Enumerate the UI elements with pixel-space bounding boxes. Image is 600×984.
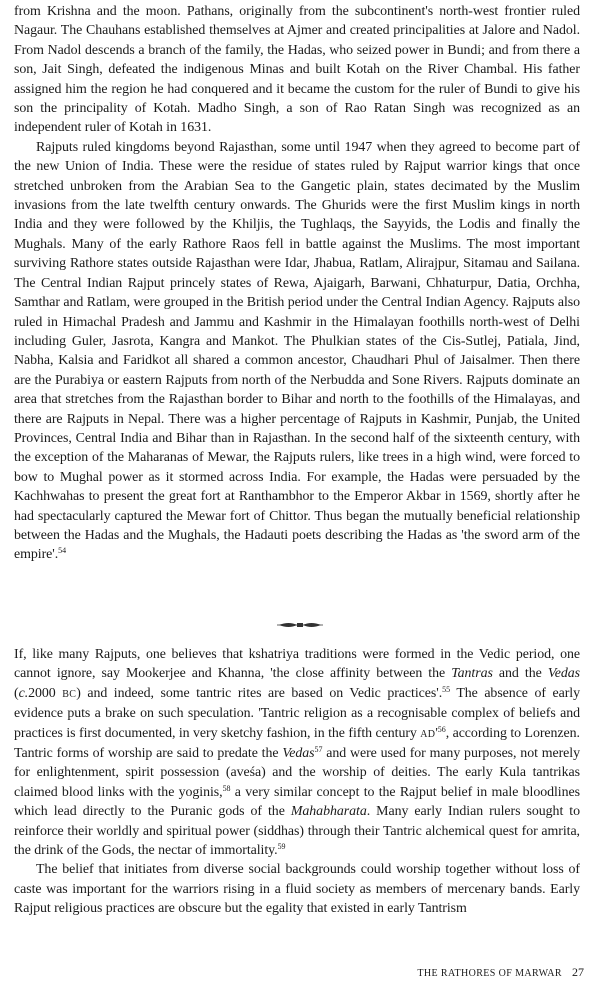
text-run: a very similar concept to the Rajput belief in male bloodlines which lead directly to the Puranic gods of the xyxy=(14,784,580,820)
section-divider-ornament xyxy=(0,619,600,631)
italic-term: Vedas xyxy=(547,666,580,682)
paragraph xyxy=(14,645,580,860)
text-run: ( xyxy=(14,685,19,701)
top-text-section xyxy=(14,2,580,565)
text-run: 2000 xyxy=(28,685,63,701)
text-run: and the xyxy=(492,666,548,682)
bottom-text-section xyxy=(14,645,580,919)
footnote-ref: 59 xyxy=(277,842,286,852)
text-run: and were used for many purposes, not merely for enlightenment, spirit possession (aveśa) and the worship of deities. The early Kula tantrikas claimed blood links with the yoginis, xyxy=(14,746,580,800)
running-head: THE RATHORES OF MARWAR xyxy=(417,968,562,979)
text-run: If, like many Rajputs, one believes that kshatriya traditions were formed in the Vedic period, one cannot ignore, say Mookerjee and Khanna, 'the close affinity between the xyxy=(14,647,580,682)
footnote-ref: 54 xyxy=(58,546,67,556)
footnote-ref: 58 xyxy=(222,783,231,793)
page-footer xyxy=(417,965,584,980)
footnote-ref: 57 xyxy=(314,745,323,755)
footnote-ref: 56 xyxy=(437,724,446,734)
text-run: . Many early Indian rulers sought to reinforce their worldly and spiritual power (siddhas) through their Tantric alchemical quest for amrita, the drink of the Gods, the nectar of immortality. xyxy=(14,804,580,859)
italic-term: Mahabharata xyxy=(290,804,367,820)
small-caps-era: BC xyxy=(62,688,77,700)
footnote-ref: 55 xyxy=(442,684,451,694)
page-number: 27 xyxy=(572,965,584,979)
text-run: ' xyxy=(435,725,438,741)
paragraph-text: Rajputs ruled kingdoms beyond Rajasthan, some until 1947 when they agreed to become part of the new Union of India. These were the residue of states ruled by Rajput warrior kings that once stretched unbroken from the Arabian Sea to the Gangetic plain, states decimated by the Muslim invasions from the late twelfth century onwards. The Ghurids were the first Muslim kings in north India and they were followed by the Khiljis, the Tughlaqs, the Sayyids, the Lodis and finally the Mughals. Many of the early Rathore Raos fell in battle against the Muslims. The most important surviving Rathore states outside Rajasthan were Idar, Jhabua, Ratlam, Alirajpur, Sitamau and Sailana. The Central Indian Rajput princely states of Rewa, Ajaigarh, Barwani, Chhaturpur, Datia, Orchha, Samthar and Ratlam, were grouped in the British period under the Central Indian Agency. Rajputs also ruled in Himachal Pradesh and Jammu and Kashmir in the Himalayan foothills north-west of Delhi including Guler, Jasrota, Kangra and Mankot. The Phulkian states of the Cis-Sutlej, Patiala, Jind, Nabha, Kalsia and Faridkot all shared a common ancestor, Chaudhari Phul of Jaisalmer. Then there are the Purabiya or eastern Rajputs from north of the Nerbudda and Sone Rivers. Rajputs dominate an area that stretches from the Rajasthan border to Bihar and north to the foothills of the Himalayas, and there are Rajputs in Nepal. There was a higher percentage of Rajputs in Kashmir, Punjab, the United Provinces, Central India and Bihar than in Rajasthan. In the second half of the sixteenth century, with the exception of the Maharanas of Mewar, the Rajputs rulers, like trees in a high wind, were forced to bow to Mughal power as it stormed across India. For example, the Hadas were persuaded by the Kachhwahas to present the great fort at Ranthambhor to the Emperor Akbar in 1569, shortly after he had spectacularly captured the Mewar fort of Chittor. Thus began the mutually beneficial relationship between the Hadas and the Mughals, the Hadauti poets describing the Hadas as 'the sword arm of the empire'. xyxy=(14,139,580,563)
italic-term: Tantras xyxy=(451,666,493,682)
paragraph: The belief that initiates from diverse social backgrounds could worship together without loss of caste was important for the warriors rising in a fluid society as members of mercenary bands. Early Rajput religious practices are obscure but the egality that existed in early Tantrism xyxy=(14,862,580,917)
italic-term: Vedas xyxy=(282,746,315,762)
paragraph: from Krishna and the moon. Pathans, originally from the subcontinent's north-west frontier ruled Nagaur. The Chauhans established themselves at Ajmer and created principalities at Jalore and Nadol. From Nadol descends a branch of the family, the Hadas, who seized power in Bundi; and from there a son, Jait Singh, defeated the indigenous Minas and built Kotah on the River Chambal. His father assigned him the region he had conquered and it became the custom for the ruler of Bundi to give his son the principality of Kotah. Madho Singh, a son of Rao Ratan Singh was recognized as an independent ruler of Kotah in 1631. xyxy=(14,4,580,136)
italic-term: c. xyxy=(18,685,29,701)
text-run: ) and indeed, some tantric rites are based on Vedic practices'. xyxy=(76,685,443,701)
small-caps-era: AD xyxy=(420,728,436,740)
paragraph xyxy=(14,138,580,565)
text-run: , according to Lorenzen. Tantric forms of worship are said to predate the xyxy=(14,725,580,762)
text-run: The absence of early evidence puts a brake on such speculation. 'Tantric religion as a recognisable complex of beliefs and practices is first documented, in very sketchy fashion, in the fifth century xyxy=(14,685,581,741)
